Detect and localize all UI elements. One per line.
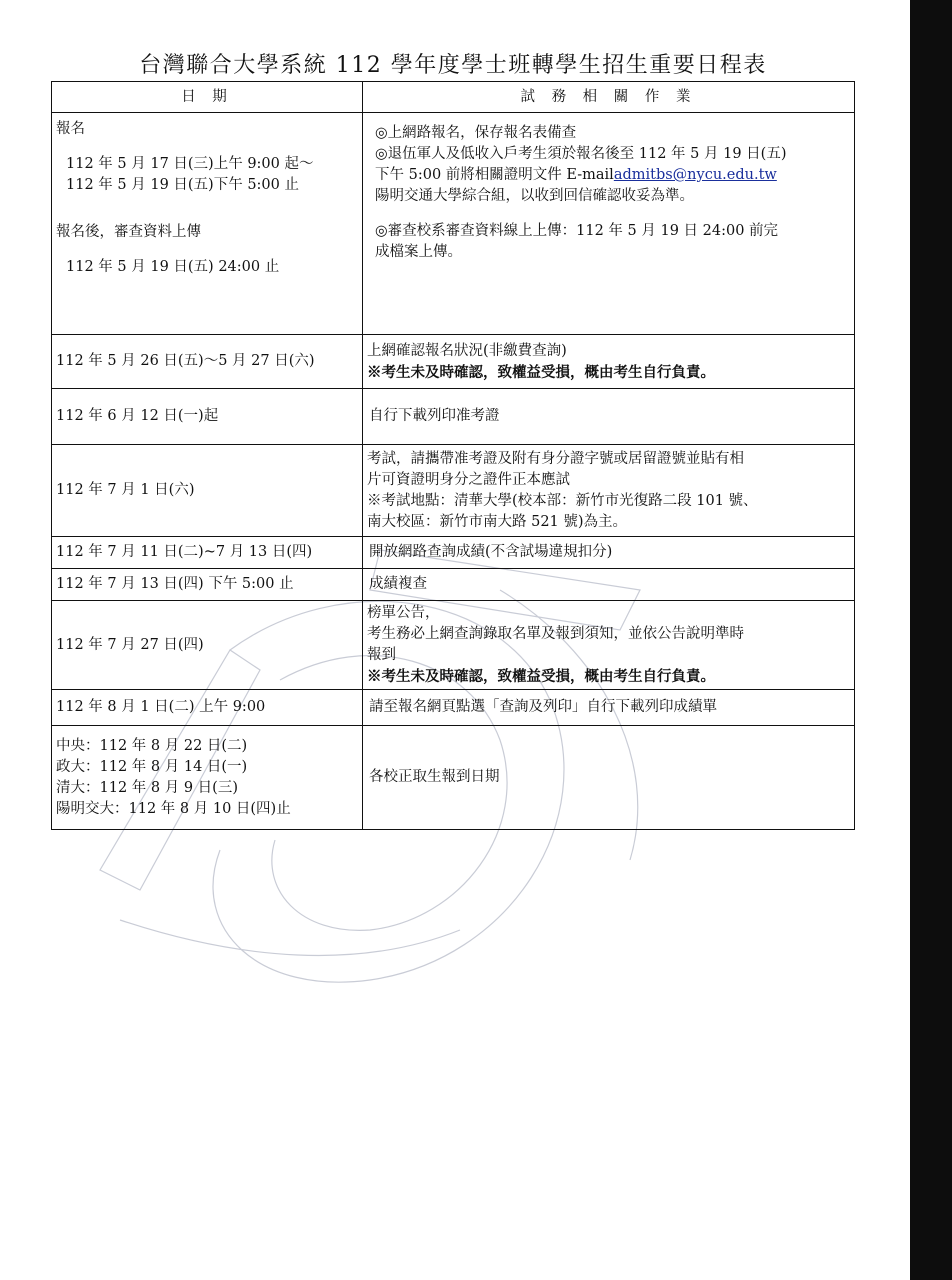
registration-start: 112 年 5 月 17 日(三)上午 9:00 起～ [66,156,314,172]
task-location-line1: ※考試地點：清華大學(校本部：新竹市光復路二段 101 號、 [367,492,758,509]
row-date-cell: 112 年 8 月 1 日(二) 上午 9:00 [52,690,363,726]
warning-note: ※考生未及時確認，致權益受損，概由考生自行負責。 [367,363,715,381]
registration-label: 報名 [56,121,85,137]
header-task: 試 務 相 關 作 業 [363,82,855,113]
email-link[interactable]: admitbs@nycu.edu.tw [613,167,777,183]
row-date-cell: 112 年 7 月 11 日(二)~7 月 13 日(四) [52,537,363,569]
row-date-cell: 112 年 6 月 12 日(一)起 [52,389,363,445]
row-task-cell [363,113,855,335]
report-date-nthu: 清大：112 年 8 月 9 日(三) [56,779,238,796]
task-announce-line3: 報到 [367,647,396,663]
row-task-cell: 自行下載列印准考證 [363,389,855,445]
header-date: 日 期 [52,82,363,113]
registration-end: 112 年 5 月 19 日(五)下午 5:00 止 [66,177,299,193]
task-veterans-line1: ◎退伍軍人及低收入戶考生須於報名後至 112 年 5 月 19 日(五) [375,146,787,162]
table-row [52,690,855,726]
report-date-ncu: 中央：112 年 8 月 22 日(二) [56,737,248,754]
table-row [52,601,855,690]
table-row [52,113,855,335]
task-exam-line1: 考試，請攜帶准考證及附有身分證字號或居留證號並貼有相 [367,450,744,467]
table-row [52,389,855,445]
table-header-row [52,82,855,113]
task-upload-line2: 成檔案上傳。 [375,244,462,260]
table-row [52,335,855,389]
task-online-registration: ◎上網路報名，保存報名表備查 [375,125,577,141]
task-location-line2: 南大校區：新竹市南大路 521 號)為主。 [367,513,628,530]
task-confirm: 上網確認報名狀況(非繳費查詢) [367,342,567,359]
task-upload-line1: ◎審查校系審查資料線上上傳：112 年 5 月 19 日 24:00 前完 [375,223,779,239]
row-date-cell [52,113,363,335]
table-row [52,569,855,601]
table-row [52,537,855,569]
row-task-cell [363,601,855,690]
row-task-cell: 開放網路查詢成績(不含試場違規扣分) [363,537,855,569]
upload-deadline: 112 年 5 月 19 日(五) 24:00 止 [66,259,280,275]
row-task-cell: 各校正取生報到日期 [363,726,855,830]
task-veterans-line2: 下午 5:00 前將相關證明文件 E-mailadmitbs@nycu.edu.tw [375,167,777,183]
task-exam-line2: 片可資證明身分之證件正本應試 [367,471,570,488]
row-date-cell [52,726,363,830]
warning-note: ※考生未及時確認，致權益受損，概由考生自行負責。 [367,668,715,685]
row-task-cell: 成績複查 [363,569,855,601]
row-task-cell [363,445,855,537]
row-task-cell [363,335,855,389]
row-task-cell: 請至報名網頁點選「查詢及列印」自行下載列印成績單 [363,690,855,726]
upload-label: 報名後，審查資料上傳 [56,224,201,240]
task-veterans-line3: 陽明交通大學綜合組，以收到回信確認收妥為準。 [375,188,694,204]
task-announce-line2: 考生務必上網查詢錄取名單及報到須知，並依公告說明準時 [367,626,744,642]
page-title: 台灣聯合大學系統 112 學年度學士班轉學生招生重要日程表 [139,53,767,78]
row-date-cell: 112 年 7 月 13 日(四) 下午 5:00 止 [52,569,363,601]
schedule-table [51,81,855,830]
table-row [52,726,855,830]
table-row [52,445,855,537]
row-date-cell: 112 年 5 月 26 日(五)～5 月 27 日(六) [52,335,363,389]
row-date-cell: 112 年 7 月 1 日(六) [52,445,363,537]
row-date-cell: 112 年 7 月 27 日(四) [52,601,363,690]
report-date-nycu: 陽明交大：112 年 8 月 10 日(四)止 [56,800,291,817]
task-announce-line1: 榜單公告， [367,605,440,621]
report-date-nccu: 政大：112 年 8 月 14 日(一) [56,758,248,775]
viewer-right-edge [910,0,952,1280]
